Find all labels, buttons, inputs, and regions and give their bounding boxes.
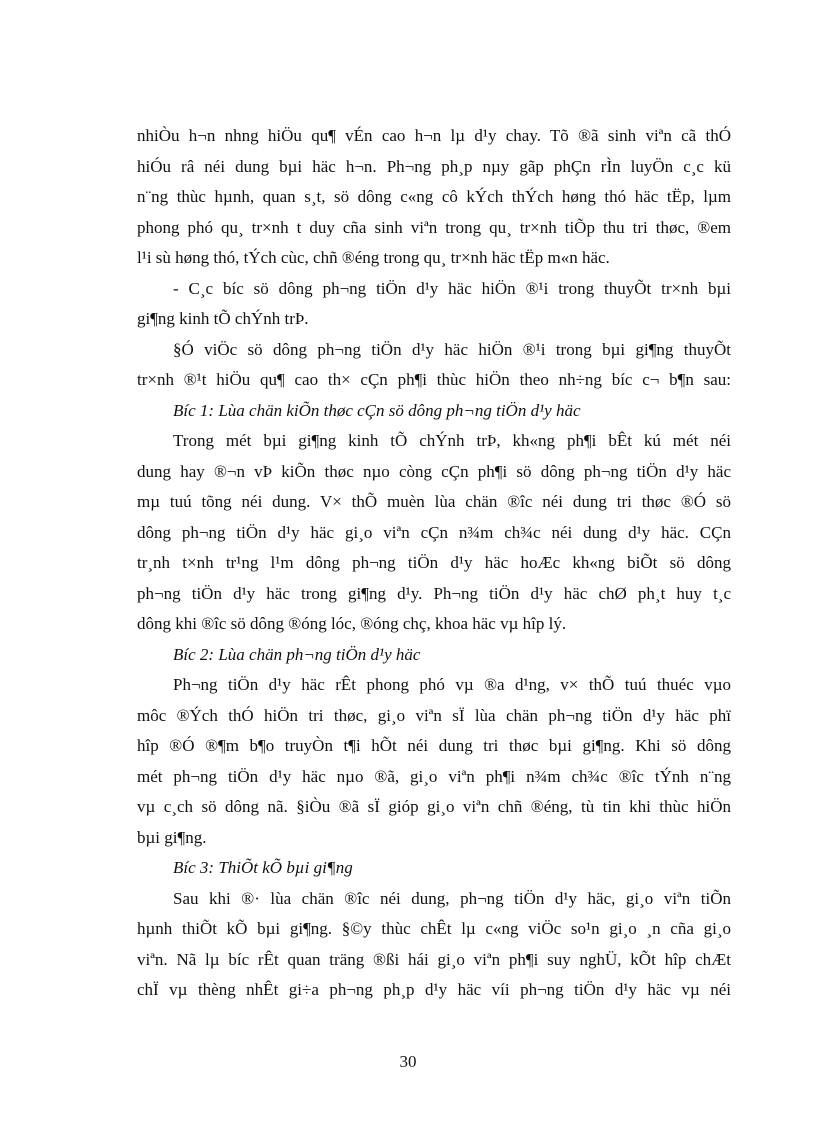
text-line: mét ph¬ng tiÖn d¹y häc nµo ®ã, gi¸o viªn ph¶i n¾m ch¾c ®îc tÝnh n¨ng [137, 766, 731, 786]
text-line: bµi gi¶ng. [137, 827, 207, 847]
text-line: Trong mét bµi gi¶ng kinh tÕ chÝnh trÞ, kh«ng ph¶i bÊt kú mét néi [173, 431, 731, 450]
body-text [137, 121, 731, 1006]
text-line: tr¸nh t×nh tr¹ng l¹m dông ph¬ng tiÖn d¹y häc hoÆc kh«ng biÕt sö dông [137, 553, 731, 572]
step-heading: Bíc 1: Lùa chän kiÕn thøc cÇn sö dông ph¬ng tiÖn d¹y häc [173, 400, 581, 420]
text-line: dông ph¬ng tiÖn d¹y häc gi¸o viªn cÇn n¾m ch¾c néi dung d¹y häc. CÇn [137, 522, 731, 542]
text-line: l¹i sù høng thó, tÝch cùc, chñ ®éng trong qu¸ tr×nh häc tËp m«n häc. [137, 248, 610, 267]
text-line: hµnh thiÕt kÕ bµi gi¶ng. §©y thùc chÊt lµ c«ng viÖc so¹n gi¸o ¸n cña gi¸o [137, 919, 731, 938]
page-number: 30 [399, 1052, 417, 1071]
step-heading: Bíc 3: ThiÕt kÕ bµi gi¶ng [173, 858, 353, 877]
text-line: tr×nh ®¹t hiÖu qu¶ cao th× cÇn ph¶i thùc hiÖn theo nh÷ng bíc c¬ b¶n sau: [137, 370, 731, 389]
text-line: phong phó qu¸ tr×nh t duy cña sinh viªn trong qu¸ tr×nh tiÕp thu tri thøc, ®em [137, 217, 731, 237]
text-line: chÏ vµ thèng nhÊt gi÷a ph¬ng ph¸p d¹y häc víi ph¬ng tiÖn d¹y häc vµ néi [137, 980, 731, 999]
text-line: Ph¬ng tiÖn d¹y häc rÊt phong phó vµ ®a d¹ng, v× thÕ tuú thuéc vµo [173, 675, 731, 694]
text-line: - C¸c bíc sö dông ph¬ng tiÖn d¹y häc hiÖn ®¹i trong thuyÕt tr×nh bµi [173, 278, 731, 298]
text-line: n¨ng thùc hµnh, quan s¸t, sö dông c«ng cô kÝch thÝch høng thó häc tËp, lµm [137, 187, 731, 206]
text-line: gi¶ng kinh tÕ chÝnh trÞ. [137, 309, 309, 328]
text-line: dung hay ®¬n vÞ kiÕn thøc nµo còng cÇn ph¶i sö dông ph¬ng tiÖn d¹y häc [137, 461, 731, 481]
text-line: hîp ®Ó ®¶m b¶o truyÒn t¶i hÕt néi dung tri thøc bµi gi¶ng. Khi sö dông [137, 736, 731, 755]
text-line: ph¬ng tiÖn d¹y häc trong gi¶ng d¹y. Ph¬ng tiÖn d¹y häc chØ ph¸t huy t¸c [137, 583, 731, 603]
text-line: §Ó viÖc sö dông ph¬ng tiÖn d¹y häc hiÖn ®¹i trong bµi gi¶ng thuyÕt [173, 339, 731, 359]
text-line: vµ c¸ch sö dông nã. §iÒu ®ã sÏ gióp gi¸o viªn chñ ®éng, tù tin khi thùc hiÖn [137, 797, 731, 816]
text-line: nhiÒu h¬n nhng hiÖu qu¶ vÉn cao h¬n lµ d¹y chay. Tõ ®ã sinh viªn cã thÓ [137, 126, 731, 145]
text-line: dông khi ®îc sö dông ®óng lóc, ®óng chç, khoa häc vµ hîp lý. [137, 614, 567, 633]
text-line: mµ tuú tõng néi dung. V× thÕ muèn lùa chän ®îc néi dung tri thøc ®Ó sö [137, 492, 731, 511]
step-heading: Bíc 2: Lùa chän ph¬ng tiÖn d¹y häc [173, 644, 421, 664]
text-line: hiÓu râ néi dung bµi häc h¬n. Ph¬ng ph¸p nµy gãp phÇn rÌn luyÖn c¸c kü [137, 156, 731, 176]
text-line: môc ®Ých thÓ hiÖn tri thøc, gi¸o viªn sÏ lùa chän ph¬ng tiÖn d¹y häc phï [137, 705, 731, 725]
text-line: Sau khi ®· lùa chän ®îc néi dung, ph¬ng tiÖn d¹y häc, gi¸o viªn tiÕn [173, 888, 731, 908]
text-line: viªn. Nã lµ bíc rÊt quan träng ®ßi hái gi¸o viªn ph¶i suy nghÜ, kÕt hîp chÆt [137, 949, 731, 969]
